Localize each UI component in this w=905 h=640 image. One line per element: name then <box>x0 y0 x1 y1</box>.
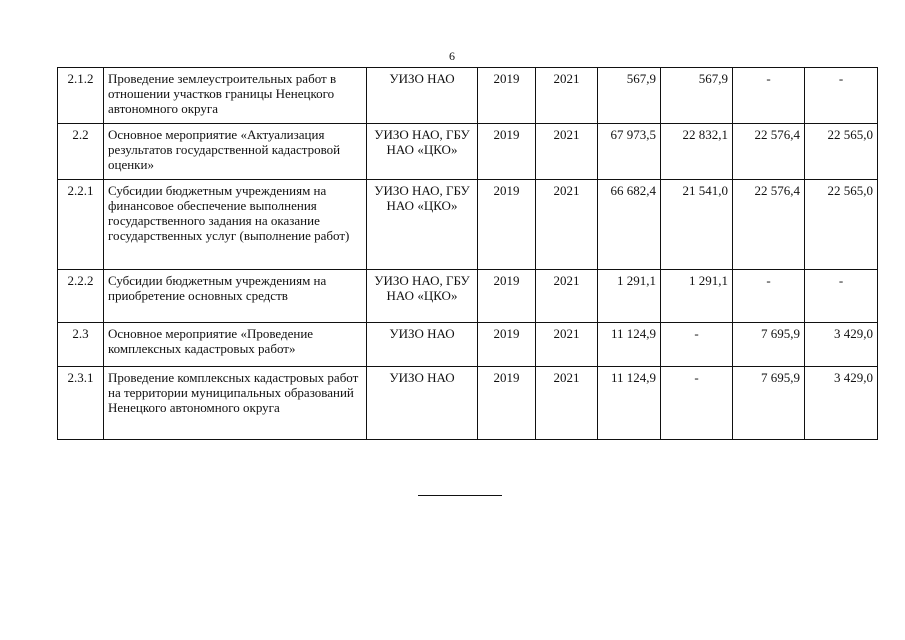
executor: УИЗО НАО, ГБУ НАО «ЦКО» <box>367 270 478 323</box>
start-year: 2019 <box>478 68 536 124</box>
amount-2019: 1 291,1 <box>661 270 733 323</box>
executor: УИЗО НАО <box>367 323 478 367</box>
end-year: 2021 <box>536 180 598 270</box>
amount-2021: 22 565,0 <box>805 124 878 180</box>
activity-name: Субсидии бюджетным учреждениям на приобретение основных средств <box>104 270 367 323</box>
end-year: 2021 <box>536 270 598 323</box>
amount-2020: 7 695,9 <box>733 323 805 367</box>
activity-name: Основное мероприятие «Актуализация результатов государственной кадастровой оценки» <box>104 124 367 180</box>
page-number: 6 <box>449 49 455 63</box>
total-amount: 567,9 <box>598 68 661 124</box>
total-amount: 11 124,9 <box>598 323 661 367</box>
amount-2021: 22 565,0 <box>805 180 878 270</box>
amount-2019: 21 541,0 <box>661 180 733 270</box>
total-amount: 1 291,1 <box>598 270 661 323</box>
executor: УИЗО НАО <box>367 68 478 124</box>
row-number: 2.3.1 <box>58 367 104 440</box>
end-year: 2021 <box>536 68 598 124</box>
end-of-document-rule <box>418 495 502 496</box>
amount-2020: - <box>733 68 805 124</box>
row-number: 2.3 <box>58 323 104 367</box>
amount-2020: - <box>733 270 805 323</box>
row-number: 2.2.2 <box>58 270 104 323</box>
start-year: 2019 <box>478 270 536 323</box>
executor: УИЗО НАО, ГБУ НАО «ЦКО» <box>367 180 478 270</box>
executor: УИЗО НАО, ГБУ НАО «ЦКО» <box>367 124 478 180</box>
total-amount: 67 973,5 <box>598 124 661 180</box>
amount-2020: 22 576,4 <box>733 124 805 180</box>
amount-2019: - <box>661 323 733 367</box>
amount-2021: 3 429,0 <box>805 323 878 367</box>
amount-2019: 22 832,1 <box>661 124 733 180</box>
amount-2020: 22 576,4 <box>733 180 805 270</box>
end-year: 2021 <box>536 323 598 367</box>
table-row <box>58 270 878 323</box>
table-row <box>58 323 878 367</box>
table-row <box>58 367 878 440</box>
row-number: 2.2 <box>58 124 104 180</box>
total-amount: 11 124,9 <box>598 367 661 440</box>
amount-2021: - <box>805 270 878 323</box>
activity-name: Основное мероприятие «Проведение комплексных кадастровых работ» <box>104 323 367 367</box>
table-row <box>58 68 878 124</box>
program-activities-table <box>57 67 878 440</box>
executor: УИЗО НАО <box>367 367 478 440</box>
start-year: 2019 <box>478 180 536 270</box>
amount-2019: 567,9 <box>661 68 733 124</box>
amount-2020: 7 695,9 <box>733 367 805 440</box>
end-year: 2021 <box>536 367 598 440</box>
activity-name: Проведение землеустроительных работ в отношении участков границы Ненецкого автономного округа <box>104 68 367 124</box>
table-row <box>58 180 878 270</box>
activity-name: Субсидии бюджетным учреждениям на финансовое обеспечение выполнения государственного задания на оказание государственных услуг (выполнение работ) <box>104 180 367 270</box>
total-amount: 66 682,4 <box>598 180 661 270</box>
table-row <box>58 124 878 180</box>
amount-2021: 3 429,0 <box>805 367 878 440</box>
amount-2021: - <box>805 68 878 124</box>
start-year: 2019 <box>478 124 536 180</box>
start-year: 2019 <box>478 323 536 367</box>
start-year: 2019 <box>478 367 536 440</box>
row-number: 2.1.2 <box>58 68 104 124</box>
row-number: 2.2.1 <box>58 180 104 270</box>
amount-2019: - <box>661 367 733 440</box>
end-year: 2021 <box>536 124 598 180</box>
activity-name: Проведение комплексных кадастровых работ на территории муниципальных образований Ненецкого автономного округа <box>104 367 367 440</box>
